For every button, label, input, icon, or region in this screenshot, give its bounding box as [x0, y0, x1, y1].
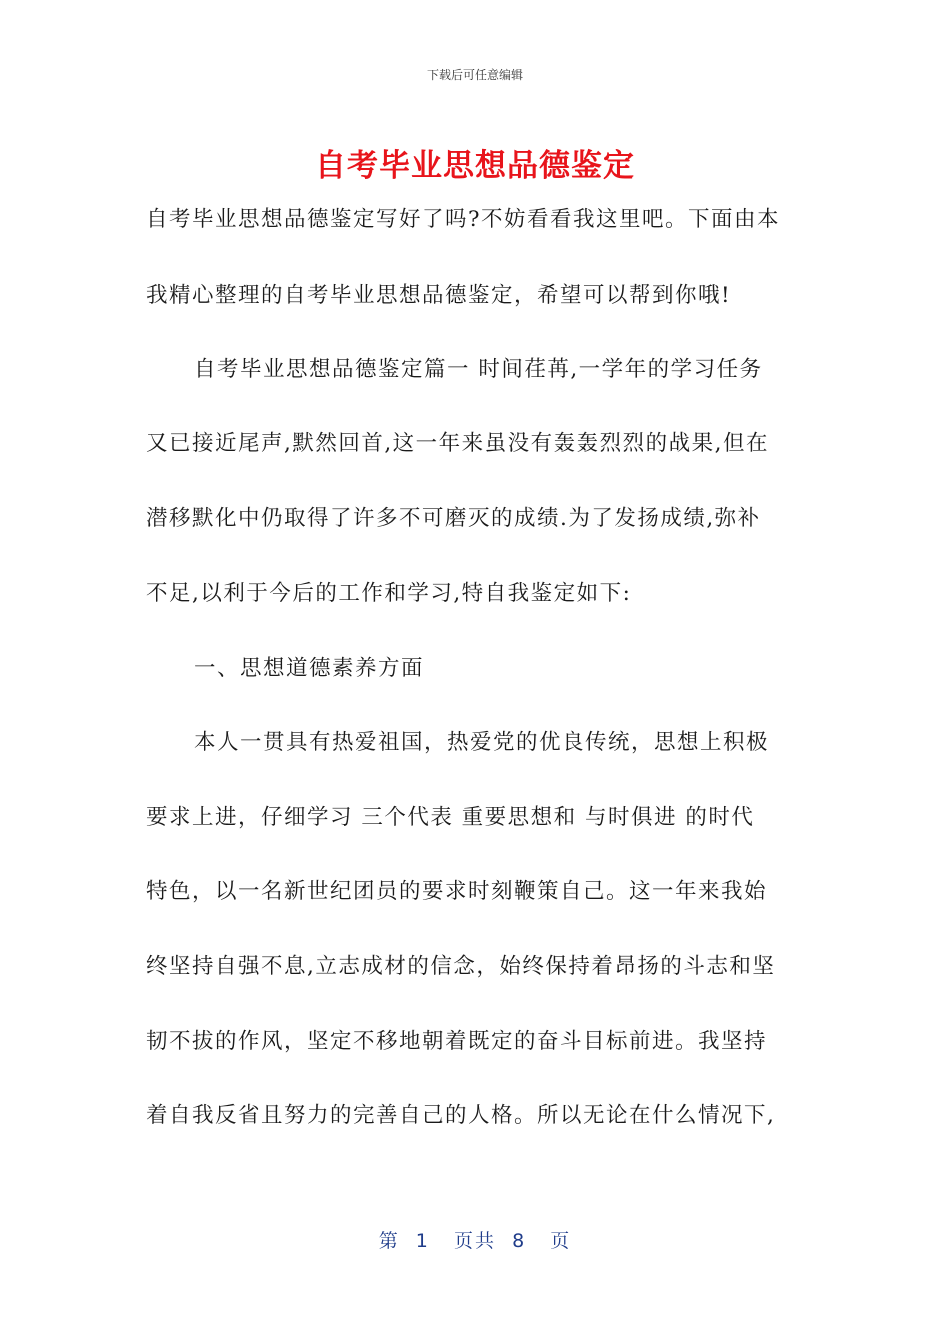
body-line-9: 要求上进，仔细学习 三个代表 重要思想和 与时俱进 的时代: [146, 805, 755, 830]
body-line-8: 本人一贯具有热爱祖国，热爱党的优良传统，思想上积极: [194, 730, 770, 755]
body-line-4: 又已接近尾声,默然回首,这一年来虽没有轰轰烈烈的战果,但在: [146, 431, 770, 456]
body-line-13: 着自我反省且努力的完善自己的人格。所以无论在什么情况下,: [146, 1103, 776, 1128]
page-number-label: 第 1 页共 8 页: [378, 1230, 572, 1252]
body-line-2: 我精心整理的自考毕业思想品德鉴定，希望可以帮到你哦!: [146, 283, 732, 308]
body-line-5: 潜移默化中仍取得了许多不可磨灭的成绩.为了发扬成绩,弥补: [146, 506, 761, 531]
document-title: 自考毕业思想品德鉴定: [315, 148, 635, 184]
page-footer: [0, 1226, 950, 1253]
body-line-1: 自考毕业思想品德鉴定写好了吗?不妨看看我这里吧。下面由本: [146, 207, 781, 232]
body-line-10: 特色，以一名新世纪团员的要求时刻鞭策自己。这一年来我始: [146, 879, 768, 904]
body-line-12: 韧不拔的作风，坚定不移地朝着既定的奋斗目标前进。我坚持: [146, 1029, 768, 1054]
body-line-6: 不足,以利于今后的工作和学习,特自我鉴定如下:: [146, 581, 632, 606]
header-note: 下载后可任意编辑: [426, 68, 523, 82]
section-heading: 一、思想道德素养方面: [194, 656, 425, 681]
body-line-3: 自考毕业思想品德鉴定篇一 时间荏苒,一学年的学习任务: [194, 357, 763, 382]
body-line-11: 终坚持自强不息,立志成材的信念，始终保持着昂扬的斗志和坚: [146, 954, 776, 979]
